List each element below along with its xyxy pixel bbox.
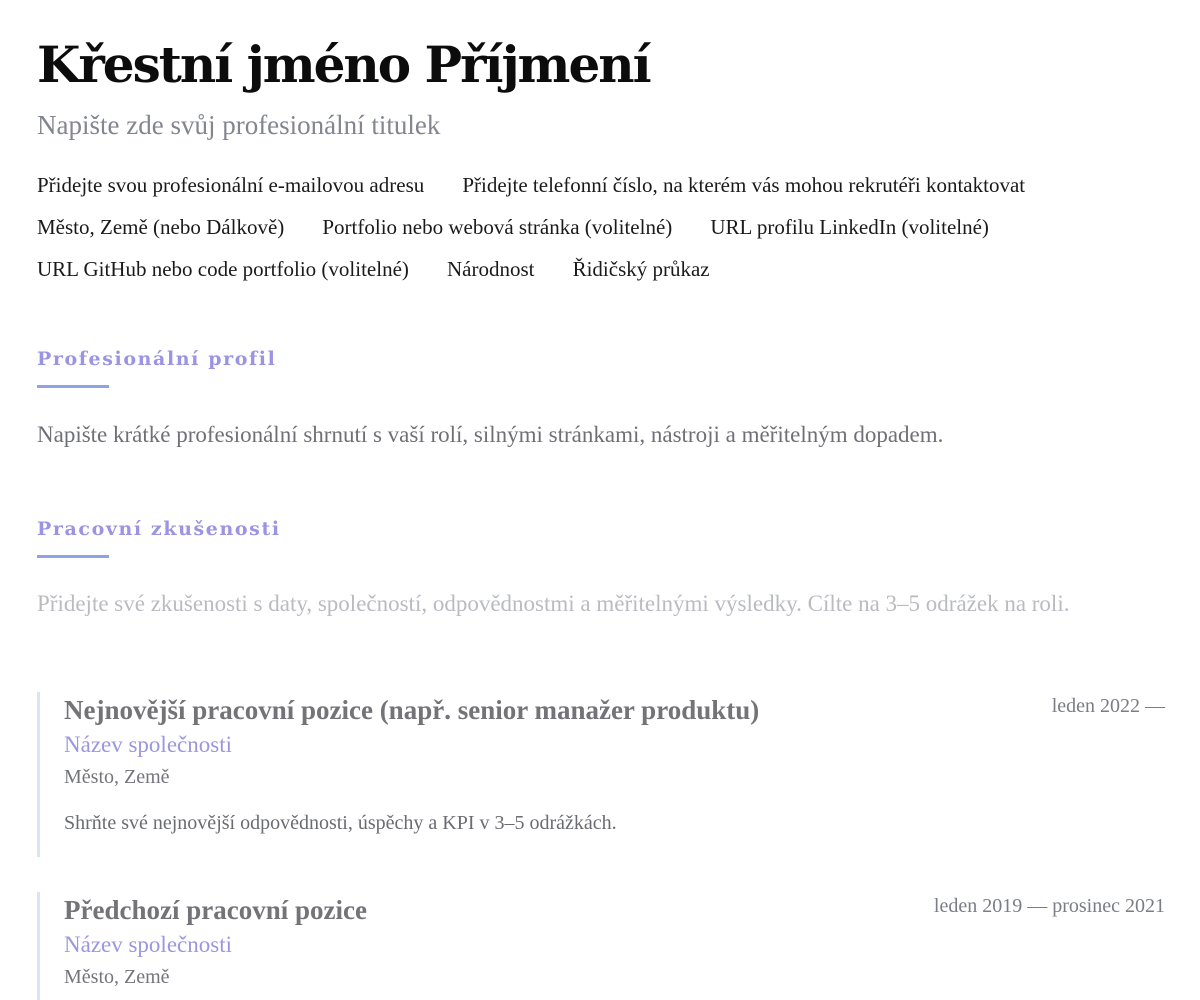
job-entry <box>37 692 1165 857</box>
contact-phone: Přidejte telefonní číslo, na kterém vás mohou rekrutéři kontaktovat <box>462 173 1026 197</box>
contact-email: Přidejte svou profesionální e-mailovou adresu <box>37 173 425 197</box>
professional-headline: Napište zde svůj profesionální titulek <box>37 110 441 140</box>
contact-driving-licence: Řidičský průkaz <box>572 257 710 281</box>
full-name: Křestní jméno Příjmení <box>37 35 650 94</box>
contact-portfolio: Portfolio nebo webová stránka (volitelné) <box>322 215 673 239</box>
profile-section-title: Profesionální profil <box>37 348 277 370</box>
contact-line <box>37 255 1165 297</box>
job-title: Nejnovější pracovní pozice (např. senior manažer produktu) <box>64 695 760 725</box>
job-location: Město, Země <box>64 966 170 988</box>
job-date: leden 2019 — prosinec 2021 <box>933 895 1165 917</box>
job-summary: Shrňte své nejnovější odpovědnosti, úspěchy a KPI v 3–5 odrážkách. <box>64 812 617 834</box>
experience-section-title: Pracovní zkušenosti <box>37 518 281 540</box>
contact-location: Město, Země (nebo Dálkově) <box>37 215 285 239</box>
contact-info <box>37 171 1165 297</box>
contact-linkedin: URL profilu LinkedIn (volitelné) <box>710 215 989 239</box>
contact-github: URL GitHub nebo code portfolio (volitelné) <box>37 257 409 281</box>
job-company: Název společnosti <box>64 932 232 957</box>
job-title: Předchozí pracovní pozice <box>64 895 367 925</box>
section-divider <box>37 385 109 388</box>
job-entry <box>37 892 1165 1000</box>
experience-hint: Přidejte své zkušenosti s daty, společností, odpovědnostmi a měřitelnými výsledky. Cílte na 3–5 odrážek na roli. <box>37 591 1070 616</box>
contact-line <box>37 213 1165 255</box>
job-location: Město, Země <box>64 766 170 788</box>
job-company: Název společnosti <box>64 732 232 757</box>
profile-summary: Napište krátké profesionální shrnutí s vaší rolí, silnými stránkami, nástroji a měřitelným dopadem. <box>37 422 944 447</box>
section-divider <box>37 555 109 558</box>
contact-nationality: Národnost <box>446 257 535 281</box>
contact-line <box>37 171 1165 213</box>
job-date: leden 2022 — <box>1051 695 1165 717</box>
